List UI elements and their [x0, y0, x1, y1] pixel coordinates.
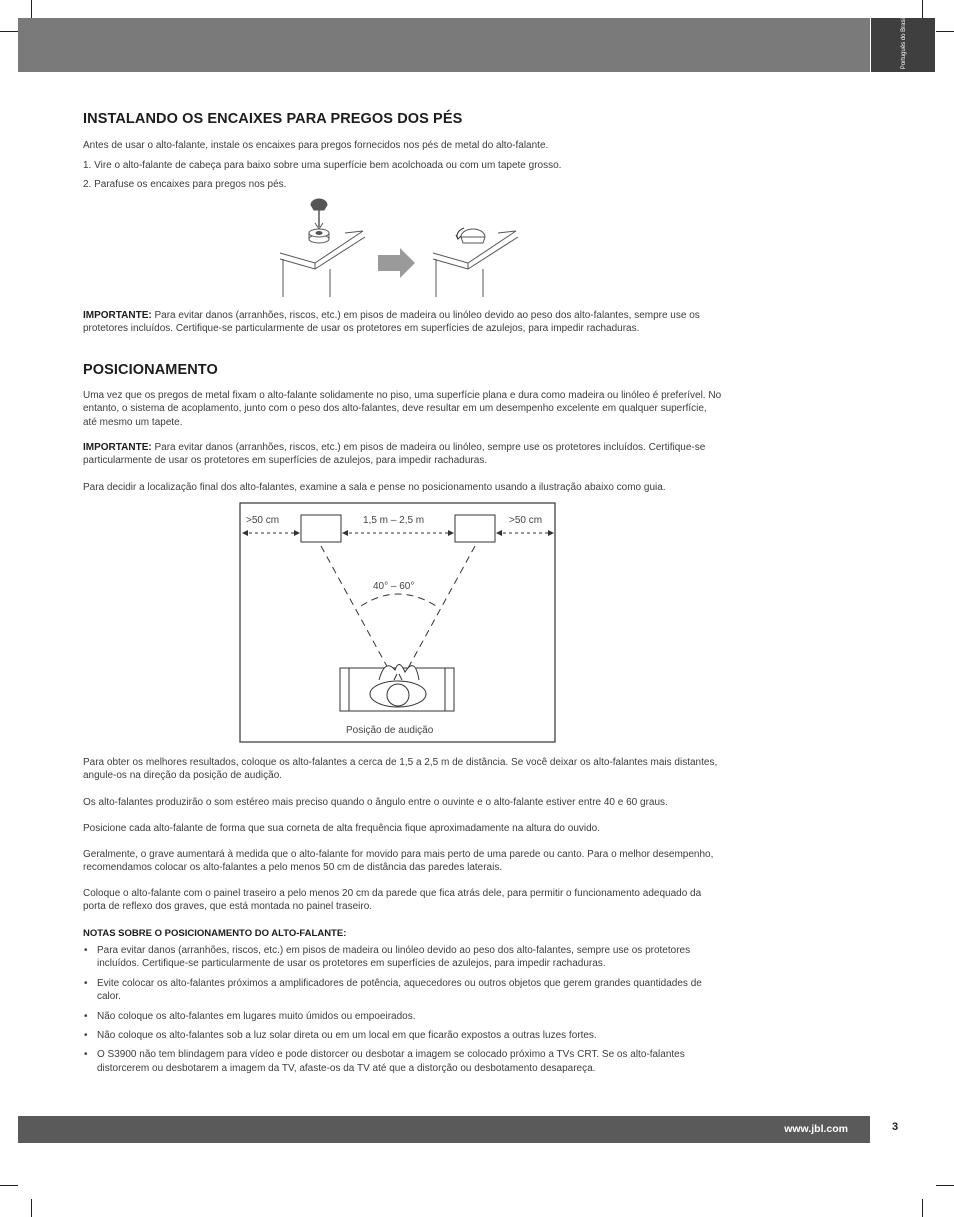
list-item: • Não coloque os alto-falantes sob a luz solar direta ou em um local em que ficarão expostos a outras luzes fortes.: [83, 1029, 723, 1042]
positioning-para-5: Posicione cada alto-falante de forma que sua corneta de alta frequência fique aproximadamente na altura do ouvido.: [83, 823, 601, 834]
language-tab: [871, 18, 935, 72]
right-speaker: [455, 515, 495, 542]
crop-mark: [922, 0, 923, 18]
crop-mark: [31, 1199, 32, 1217]
important-text: Para evitar danos (arranhões, riscos, etc.) em pisos de madeira ou linóleo devido ao peso dos alto-falantes, sempre use os protetores incluídos. Certifique-se particularmente de usar os protetores em superfícies de azulejos, para impedir rachaduras.: [83, 310, 700, 335]
positioning-para-4: Os alto-falantes produzirão o som estéreo mais preciso quando o ângulo entre o ouvinte e o alto-falante estiver entre 40 e 60 graus.: [83, 797, 668, 808]
positioning-para-2: Para decidir a localização final dos alto-falantes, examine a sala e pense no posicionamento usando a ilustração abaixo como guia.: [83, 482, 666, 493]
list-item: • O S3900 não tem blindagem para vídeo e pode distorcer ou desbotar a imagem se colocado próximo a TVs CRT. Se os alto-falantes distorcerem ou desbotarem a imagem da TV, afaste-os da TV até que a distorção ou desbotamento desapareça.: [83, 1048, 723, 1075]
crop-mark: [31, 0, 32, 18]
list-item: • Evite colocar os alto-falantes próximos a amplificadores de potência, aquecedores ou outros objetos que gerem grandes quantidades de calor.: [83, 977, 723, 1004]
crop-mark: [936, 31, 954, 32]
notes-title: NOTAS SOBRE O POSICIONAMENTO DO ALTO-FALANTE:: [83, 928, 347, 939]
page-number: 3: [892, 1121, 899, 1133]
important-label: IMPORTANTE:: [83, 442, 152, 453]
important-text: Para evitar danos (arranhões, riscos, etc.) em pisos de madeira ou linóleo, sempre use os protetores incluídos. Certifique-se particularmente de usar os protetores em superfícies de azulejos, para impedir rachaduras.: [83, 442, 706, 467]
intro-text: Antes de usar o alto-falante, instale os encaixes para pregos fornecidos nos pés de metal do alto-falante.: [83, 140, 549, 151]
section-title-positioning: POSICIONAMENTO: [83, 362, 218, 378]
right-gap-label: >50 cm: [509, 515, 543, 526]
header-bar: [18, 18, 870, 72]
important-note-1: [83, 309, 723, 336]
crop-mark: [0, 31, 18, 32]
footer-bar: [18, 1116, 870, 1143]
crop-mark: [0, 1185, 18, 1186]
angle-label: 40° – 60°: [373, 581, 415, 592]
notes-list: [83, 944, 723, 1081]
step-2: 2. Parafuse os encaixes para pregos nos pés.: [83, 179, 287, 190]
important-note-2: [83, 441, 723, 468]
positioning-para-6: Geralmente, o grave aumentará à medida que o alto-falante for movido para mais perto de uma parede ou canto. Para o melhor desempenho, recomendamos colocar os alto-falantes a pelo menos 50 cm de distância das paredes laterais.: [83, 849, 714, 874]
crop-mark: [922, 1199, 923, 1217]
footer-url-link[interactable]: www.jbl.com: [784, 1123, 848, 1135]
left-gap-label: >50 cm: [246, 515, 280, 526]
section-title-feet: INSTALANDO OS ENCAIXES PARA PREGOS DOS PÉS: [83, 111, 463, 127]
arrow-right-icon: [378, 248, 415, 278]
left-speaker: [301, 515, 341, 542]
listening-position-label: Posição de audição: [346, 725, 434, 736]
important-label: IMPORTANTE:: [83, 310, 152, 321]
list-item: • Para evitar danos (arranhões, riscos, etc.) em pisos de madeira ou linóleo devido ao peso dos alto-falantes, sempre use os protetores incluídos. Certifique-se particularmente de usar os protetores em superfícies de azulejos, para impedir rachaduras.: [83, 944, 723, 971]
middle-gap-label: 1,5 m – 2,5 m: [363, 515, 425, 526]
positioning-para-1: Uma vez que os pregos de metal fixam o alto-falante solidamente no piso, uma superfície plana e dura como madeira ou linóleo é preferível. No entanto, o sistema de acoplamento, junto com o peso dos alto-falantes, deve resultar em um desempenho excelente em qualquer superfície, até mesmo um tapete.: [83, 390, 722, 428]
list-item: • Não coloque os alto-falantes em lugares muito úmidos ou empoeirados.: [83, 1010, 723, 1023]
listener-head: [387, 684, 409, 706]
spike-installation-illustration: [275, 193, 525, 301]
positioning-para-7: Coloque o alto-falante com o painel traseiro a pelo menos 20 cm da parede que fica atrás dele, para permitir o funcionamento adequado da porta de reflexo dos graves, que está montada no painel traseiro.: [83, 888, 702, 913]
crop-mark: [936, 1185, 954, 1186]
step-1: 1. Vire o alto-falante de cabeça para baixo sobre uma superfície bem acolchoada ou com um tapete grosso.: [83, 160, 562, 171]
speaker-placement-diagram: [239, 502, 557, 744]
language-tab-label: Português do Brasil: [901, 16, 907, 70]
positioning-para-3: Para obter os melhores resultados, coloque os alto-falantes a cerca de 1,5 a 2,5 m de distância. Se você deixar os alto-falantes mais distantes, angule-os na direção da posição de audição.: [83, 757, 718, 782]
